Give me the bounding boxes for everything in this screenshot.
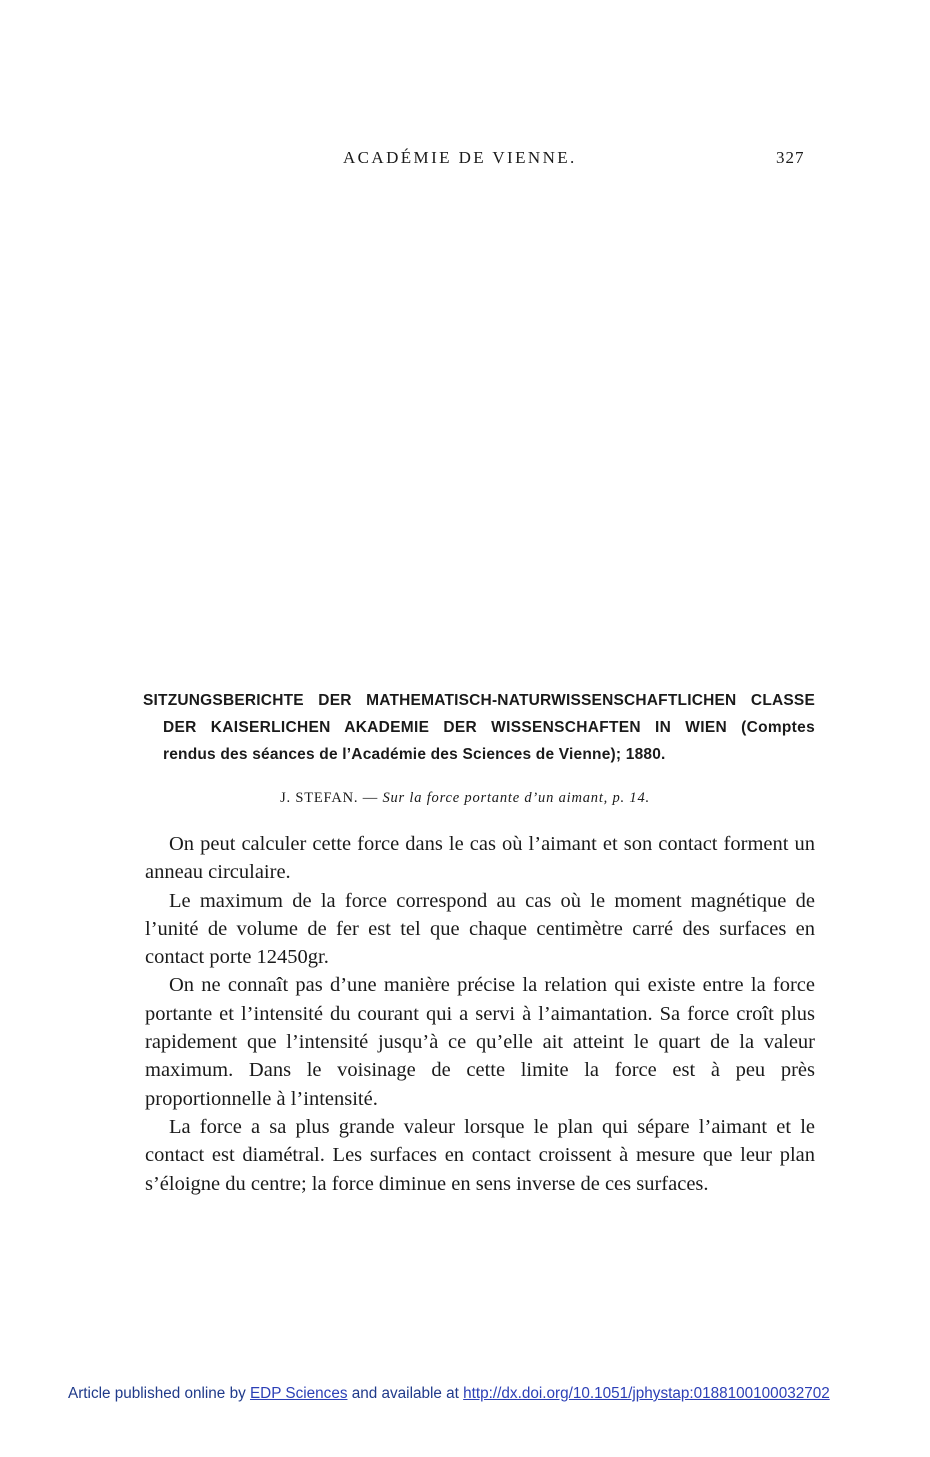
- body-text: [145, 830, 815, 1198]
- paragraph-2: Le maximum de la force correspond au cas où le moment magnétique de l’unité de volume de fer est tel que chaque centimètre carré des surfaces en contact porte 12450gr.: [145, 889, 815, 969]
- article-heading: [0, 790, 930, 807]
- running-head: ACADÉMIE DE VIENNE.: [343, 148, 577, 167]
- publisher-link[interactable]: EDP Sciences: [249, 1385, 348, 1402]
- section-title: [143, 687, 815, 768]
- page-number: 327: [776, 148, 805, 167]
- paragraph-1: On peut calculer cette force dans le cas où l’aimant et son contact forment un anneau circulaire.: [145, 833, 815, 884]
- section-title-line-1: SITZUNGSBERICHTE DER MATHEMATISCH-NATURWISSENSCHAFTLICHEN CLASSE: [143, 692, 815, 709]
- section-title-line-3: rendus des séances de l’Académie des Sciences de Vienne); 1880.: [163, 746, 666, 763]
- publication-footer: [68, 1385, 868, 1403]
- section-title-line-2: DER KAISERLICHEN AKADEMIE DER WISSENSCHAFTEN IN WIEN (Comptes: [163, 719, 815, 736]
- footer-middle: and available at: [347, 1385, 464, 1402]
- footer-prefix: Article published online by: [68, 1385, 250, 1402]
- doi-link[interactable]: http://dx.doi.org/10.1051/jphystap:0188100100032702: [463, 1385, 830, 1402]
- paragraph-3: On ne connaît pas d’une manière précise la relation qui existe entre la force portante et l’intensité du courant qui a servi à l’aimantation. Sa force croît plus rapidement que l’intensité jusqu’à ce qu’elle ait atteint le quart de la valeur maximum. Dans le voisinage de cette limite la force est à peu près proportionnelle à l’intensité.: [145, 974, 815, 1110]
- paragraph-4: La force a sa plus grande valeur lorsque le plan qui sépare l’aimant et le contact est diamétral. Les surfaces en contact croissent à mesure que leur plan s’éloigne du centre; la force diminue en sens inverse de ces surfaces.: [145, 1115, 815, 1195]
- page-header: [0, 148, 930, 172]
- article-title: Sur la force portante d’un aimant, p. 14.: [382, 790, 650, 806]
- article-separator: —: [358, 790, 383, 806]
- article-author: J. STEFAN.: [280, 790, 359, 806]
